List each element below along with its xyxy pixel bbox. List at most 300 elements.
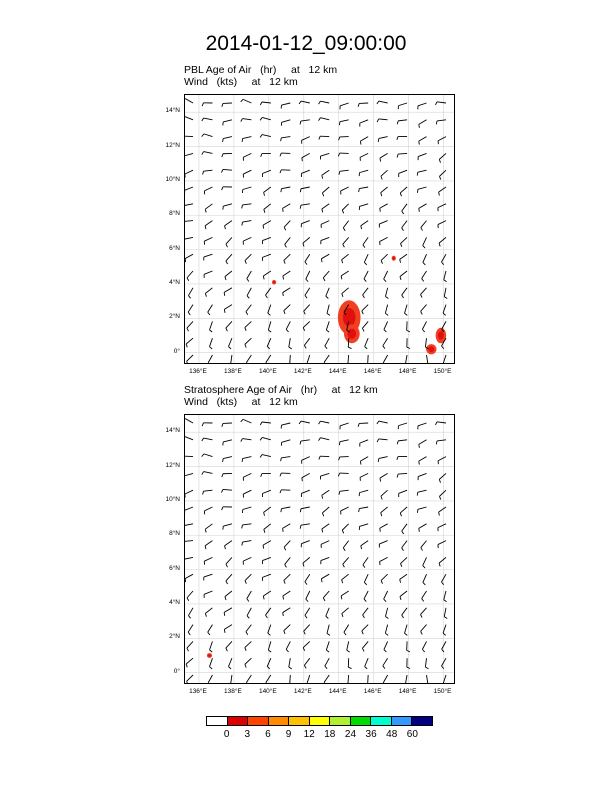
wind-barb: [245, 321, 252, 330]
wind-barb: [405, 355, 408, 363]
wind-barb: [301, 221, 309, 228]
wind-barb: [205, 288, 212, 297]
wind-barb: [243, 170, 251, 177]
wind-barb: [208, 675, 212, 683]
wind-barb: [264, 204, 271, 213]
wind-barb: [339, 120, 348, 125]
wind-barb: [385, 608, 388, 619]
wind-barb: [223, 457, 232, 462]
age-of-air-core: [393, 257, 395, 260]
wind-barb: [405, 305, 408, 316]
wind-barb: [223, 440, 232, 446]
wind-barb: [402, 541, 407, 551]
wind-barb: [283, 591, 290, 599]
wind-barb: [205, 524, 212, 533]
wind-barb: [266, 355, 271, 363]
wind-barb: [266, 288, 271, 298]
wind-barb: [400, 574, 407, 583]
wind-barb: [289, 338, 292, 349]
wind-barb: [401, 237, 408, 246]
latitude-tick-label: 2°N: [169, 313, 180, 321]
wind-barb: [202, 472, 213, 475]
wind-barb: [379, 221, 387, 228]
wind-barb: [243, 490, 251, 497]
wind-barb: [241, 439, 252, 442]
age-of-air-core: [273, 281, 275, 283]
wind-barb: [242, 524, 252, 529]
latitude-tick-label: 6°N: [169, 244, 180, 252]
wind-barb: [243, 153, 251, 160]
wind-barb: [224, 608, 232, 616]
wind-barb: [383, 675, 387, 683]
wind-barb: [421, 608, 427, 618]
wind-barb: [363, 608, 369, 618]
wind-barb: [260, 437, 271, 440]
wind-barb: [283, 288, 291, 296]
wind-barb: [321, 574, 329, 582]
wind-barb: [242, 507, 251, 513]
wind-barb: [365, 658, 369, 669]
wind-barb: [384, 271, 388, 282]
colorbar-swatch: [269, 717, 290, 725]
wind-barb: [223, 137, 232, 142]
longitude-tick-label: 142°E: [293, 688, 312, 695]
wind-barb: [364, 591, 368, 602]
wind-barb: [284, 541, 290, 551]
wind-barb: [339, 490, 349, 495]
wind-barb: [222, 187, 232, 190]
wind-barb: [342, 608, 349, 617]
wind-barb: [300, 204, 310, 209]
wind-barb: [280, 490, 290, 493]
wind-barb: [261, 153, 271, 157]
wind-barb: [283, 608, 291, 616]
wind-barb: [264, 507, 271, 516]
wind-barb: [283, 271, 290, 279]
wind-barb: [419, 440, 427, 448]
wind-barb: [321, 237, 329, 244]
wind-barb: [202, 438, 213, 441]
wind-barb: [342, 254, 349, 263]
wind-barb: [418, 473, 426, 480]
wind-barb: [225, 541, 232, 550]
wind-barb: [307, 675, 310, 683]
wind-barb: [364, 254, 368, 265]
latitude-tick-label: 0°: [173, 667, 180, 675]
wind-barb: [222, 153, 232, 157]
latitude-tick-label: 12°N: [165, 461, 180, 469]
wind-barb: [419, 204, 427, 212]
wind-barb: [187, 591, 193, 601]
wind-barb: [268, 625, 271, 636]
wind-barb: [245, 641, 252, 650]
wind-barb: [202, 134, 213, 137]
pbl-map-panel: [184, 94, 455, 364]
wind-barb: [204, 254, 213, 260]
colorbar-swatch: [207, 717, 228, 725]
longitude-tick-label: 146°E: [363, 688, 382, 695]
age-of-air-core: [428, 346, 434, 352]
wind-barb: [305, 288, 310, 298]
wind-barb: [421, 288, 427, 298]
wind-barb: [302, 457, 310, 464]
wind-barb: [418, 103, 427, 109]
wind-barb: [242, 457, 251, 462]
wind-barb: [226, 254, 232, 264]
wind-barb: [397, 153, 407, 157]
wind-barb: [187, 271, 193, 281]
wind-barb: [299, 101, 310, 104]
wind-barb: [384, 641, 388, 652]
wind-barb: [348, 675, 351, 683]
wind-barb: [400, 507, 407, 516]
colorbar-swatch: [248, 717, 269, 725]
wind-barb: [185, 116, 193, 119]
wind-barb: [419, 120, 427, 128]
wind-barb: [209, 658, 212, 669]
wind-barb: [421, 541, 427, 551]
wind-barb: [205, 204, 212, 213]
wind-barb: [427, 355, 432, 363]
wind-barb: [241, 419, 252, 423]
wind-barb: [438, 204, 446, 211]
wind-barb: [340, 423, 349, 429]
wind-barb: [361, 541, 368, 550]
wind-barb: [262, 170, 270, 177]
wind-barb: [261, 473, 271, 477]
wind-barb: [435, 102, 446, 105]
wind-barb: [304, 338, 309, 348]
wind-barb: [422, 271, 427, 281]
wind-barb: [359, 490, 368, 496]
wind-barb: [204, 271, 212, 278]
wind-barb: [360, 120, 368, 127]
wind-barb: [319, 438, 330, 441]
wind-barb: [438, 137, 446, 145]
wind-barb: [262, 557, 270, 564]
age-of-air-core: [208, 654, 211, 657]
colorbar-swatch: [412, 717, 432, 725]
wind-barb: [285, 237, 291, 247]
wind-barb: [185, 187, 193, 194]
wind-barb: [444, 591, 447, 602]
wind-barb: [363, 288, 369, 298]
wind-barb: [286, 641, 290, 652]
wind-barb: [339, 137, 349, 141]
wind-barb: [323, 271, 329, 281]
wind-barb: [283, 524, 291, 532]
wind-barb: [339, 170, 349, 175]
wind-barb: [358, 423, 368, 427]
wind-barb: [246, 355, 251, 363]
wind-barb: [419, 524, 427, 532]
wind-barb: [260, 102, 271, 105]
wind-barb: [402, 204, 407, 214]
wind-barb: [264, 187, 271, 196]
wind-barb: [302, 153, 310, 161]
colorbar-label: 18: [324, 729, 336, 740]
wind-barb: [405, 625, 408, 636]
wind-barb: [327, 305, 330, 316]
wind-barb: [262, 490, 270, 497]
wind-barb: [268, 305, 271, 316]
wind-barb: [380, 237, 388, 245]
wind-barb: [185, 204, 193, 209]
wind-barb: [364, 574, 368, 585]
wind-barb: [281, 137, 291, 142]
colorbar-swatch: [351, 717, 372, 725]
wind-barb: [326, 608, 329, 619]
wind-barb: [397, 457, 407, 460]
colorbar-swatch: [330, 717, 351, 725]
wind-barb: [385, 625, 388, 636]
pbl-map-svg: [185, 95, 454, 363]
wind-barb: [319, 101, 330, 104]
wind-barb: [321, 541, 329, 548]
wind-barb: [305, 254, 310, 264]
stratosphere-map-svg: [185, 415, 454, 683]
wind-barb: [263, 271, 270, 279]
wind-barb: [284, 254, 290, 263]
wind-barb: [246, 305, 251, 315]
wind-barb: [223, 204, 232, 210]
wind-barb: [185, 136, 193, 139]
wind-barb: [222, 507, 232, 510]
wind-barb: [203, 490, 213, 494]
wind-barb: [281, 187, 290, 192]
wind-barb: [400, 591, 407, 600]
wind-barb: [202, 118, 213, 121]
wind-barb: [444, 271, 447, 282]
wind-barb: [283, 204, 291, 212]
wind-barb: [185, 170, 193, 177]
colorbar-label: 3: [244, 729, 251, 740]
longitude-tick-label: 144°E: [328, 688, 347, 695]
wind-barb: [439, 473, 446, 482]
wind-barb: [266, 675, 271, 683]
latitude-tick-label: 8°N: [169, 210, 180, 218]
wind-barb: [202, 103, 212, 106]
wind-barb: [202, 152, 213, 155]
wind-barb: [242, 187, 251, 193]
colorbar-label: 0: [223, 729, 230, 740]
wind-barb: [397, 120, 407, 124]
wind-barb: [400, 187, 407, 196]
wind-barb: [301, 541, 309, 548]
wind-barb: [226, 557, 232, 567]
wind-barb: [185, 524, 193, 529]
wind-barb: [436, 440, 446, 445]
wind-barb: [322, 490, 329, 498]
wind-barb: [442, 641, 446, 652]
latitude-tick-label: 2°N: [169, 633, 180, 641]
colorbar-label: 12: [303, 729, 315, 740]
wind-barb: [263, 541, 271, 549]
wind-barb: [381, 254, 387, 263]
wind-barb: [185, 99, 193, 103]
wind-barb: [322, 507, 329, 516]
longitude-tick-label: 140°E: [258, 688, 277, 695]
wind-barb: [301, 170, 309, 177]
wind-barb: [221, 489, 231, 492]
wind-barb: [187, 321, 193, 331]
wind-barb: [305, 608, 310, 618]
wind-barb: [260, 455, 271, 458]
wind-barb: [306, 271, 310, 282]
wind-barb: [383, 658, 388, 668]
wind-barb: [343, 541, 348, 551]
wind-barb: [422, 321, 426, 332]
wind-barb: [210, 641, 213, 652]
pbl-wind-title: Wind (kts) at 12 km: [184, 76, 298, 88]
colorbar-swatch: [289, 717, 310, 725]
wind-barb: [263, 221, 271, 229]
wind-barb: [359, 170, 368, 176]
wind-barb: [397, 137, 407, 140]
latitude-tick-label: 10°N: [165, 495, 180, 503]
wind-barb: [300, 120, 310, 125]
wind-barb: [400, 254, 407, 263]
wind-barb: [209, 338, 212, 349]
wind-barb: [323, 591, 329, 601]
wind-barb: [399, 170, 407, 177]
wind-barb: [319, 118, 330, 121]
wind-barb: [185, 237, 193, 242]
wind-barb: [339, 457, 349, 461]
wind-barb: [348, 658, 351, 668]
wind-barb: [223, 524, 232, 530]
wind-barb: [245, 658, 252, 667]
wind-barb: [290, 675, 293, 683]
wind-barb: [222, 423, 232, 427]
wind-barb: [417, 490, 426, 495]
wind-barb: [208, 355, 212, 363]
latitude-tick-label: 6°N: [169, 564, 180, 572]
wind-barb: [304, 625, 310, 635]
wind-barb: [397, 473, 407, 477]
wind-barb: [418, 423, 427, 429]
wind-barb: [205, 541, 212, 550]
colorbar-label: 60: [406, 729, 418, 740]
wind-barb: [303, 321, 310, 330]
wind-barb: [284, 221, 290, 231]
wind-barb: [360, 137, 368, 145]
wind-barb: [319, 456, 329, 459]
latitude-tick-label: 4°N: [169, 278, 180, 286]
wind-barb: [188, 305, 193, 315]
wind-barb: [439, 237, 446, 246]
wind-barb: [364, 271, 368, 282]
wind-barb: [381, 490, 388, 499]
wind-barb: [300, 507, 309, 512]
wind-barb: [419, 457, 427, 465]
wind-barb: [377, 101, 388, 104]
wind-barb: [439, 557, 446, 566]
wind-barb: [361, 221, 368, 230]
wind-barb: [368, 675, 371, 683]
wind-barb: [425, 658, 428, 669]
longitude-tick-label: 136°E: [189, 368, 207, 375]
wind-barb: [341, 187, 349, 194]
wind-barb: [242, 221, 252, 226]
wind-barb: [321, 221, 329, 228]
wind-barb: [187, 641, 193, 651]
wind-barb: [322, 204, 329, 213]
wind-barb: [247, 271, 252, 281]
wind-barb: [222, 103, 232, 107]
wind-barb: [243, 473, 251, 480]
wind-barb: [185, 541, 193, 545]
age-of-air-core: [347, 329, 356, 339]
wind-barb: [319, 421, 330, 424]
wind-barb: [187, 675, 193, 683]
latitude-tick-label: 0°: [173, 347, 180, 355]
wind-barb: [341, 507, 349, 514]
latitude-tick-label: 14°N: [165, 107, 180, 115]
wind-barb: [307, 355, 310, 363]
wind-barb: [242, 137, 251, 142]
wind-barb: [422, 641, 426, 652]
wind-barb: [280, 473, 290, 476]
wind-barb: [286, 321, 290, 332]
latitude-tick-label: 8°N: [169, 530, 180, 538]
wind-barb: [377, 421, 388, 424]
wind-barb: [224, 625, 232, 633]
wind-barb: [362, 321, 368, 331]
wind-barb: [266, 608, 271, 618]
wind-barb: [185, 456, 193, 459]
wind-barb: [280, 170, 290, 173]
wind-barb: [398, 103, 407, 109]
latitude-tick-label: 14°N: [165, 427, 180, 435]
wind-barb: [421, 305, 427, 315]
age-of-air-core: [438, 331, 444, 340]
wind-barb: [402, 221, 407, 231]
wind-barb: [304, 305, 310, 315]
wind-barb: [242, 541, 252, 546]
pbl-title: PBL Age of Air (hr) at 12 km: [184, 64, 338, 76]
stratosphere-map-panel: [184, 414, 455, 684]
wind-barb: [362, 625, 368, 635]
wind-barb: [423, 574, 427, 585]
wind-barb: [185, 507, 193, 514]
wind-barb: [359, 204, 368, 210]
longitude-tick-label: 142°E: [293, 368, 312, 375]
wind-barb: [380, 153, 388, 161]
wind-barb: [384, 321, 388, 332]
wind-barb: [381, 187, 388, 196]
wind-barb: [322, 187, 329, 196]
wind-barb: [243, 237, 251, 244]
wind-barb: [322, 170, 329, 178]
wind-barb: [228, 338, 231, 349]
wind-barb: [281, 103, 290, 109]
wind-barb: [399, 490, 407, 497]
colorbar-label: 6: [265, 729, 271, 740]
wind-barb: [421, 221, 427, 231]
wind-barb: [342, 204, 348, 214]
main-title: 2014-01-12_09:00:00: [205, 32, 407, 55]
wind-barb: [343, 557, 349, 567]
colorbar-swatch: [310, 717, 331, 725]
wind-barb: [362, 641, 368, 651]
wind-barb: [365, 338, 369, 349]
wind-barb: [281, 507, 290, 512]
wind-barb: [247, 608, 251, 619]
wind-barb: [228, 658, 231, 669]
wind-barb: [185, 490, 193, 497]
wind-barb: [385, 305, 388, 316]
